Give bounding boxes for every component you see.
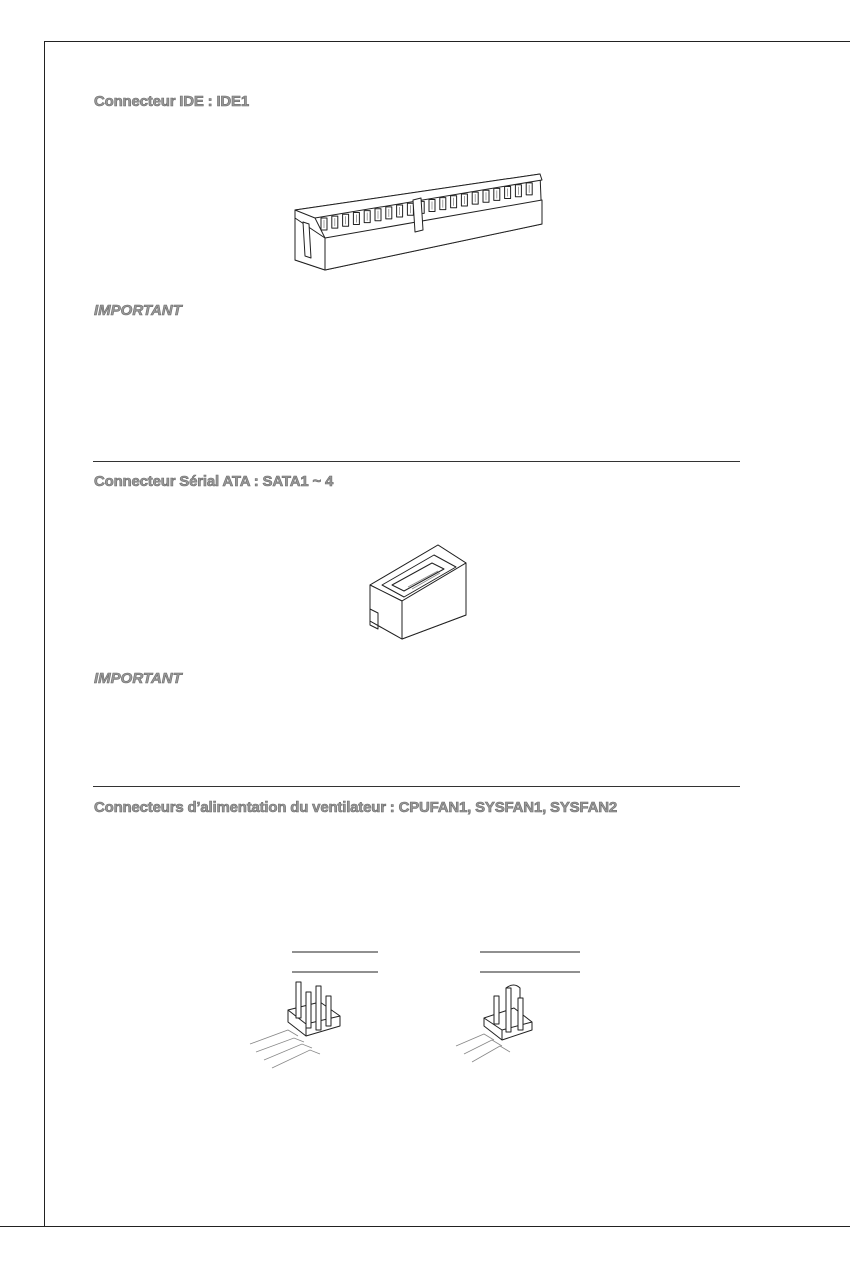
page-frame-left bbox=[44, 41, 45, 1227]
sata-important-label: IMPORTANT bbox=[94, 670, 182, 687]
sysfan-connector-illustration bbox=[450, 950, 585, 1070]
sata-section-title: Connecteur Sérial ATA : SATA1 ~ 4 bbox=[94, 473, 334, 490]
ide-important-label: IMPORTANT bbox=[94, 302, 182, 319]
cpufan-connector-illustration bbox=[240, 950, 380, 1075]
sata-connector-illustration bbox=[368, 543, 468, 641]
page-frame-top bbox=[44, 41, 850, 42]
section-divider bbox=[93, 461, 740, 462]
section-divider bbox=[93, 786, 740, 787]
page-frame-bottom bbox=[0, 1226, 850, 1227]
fan-section-title: Connecteurs d’alimentation du ventilateur : CPUFAN1, SYSFAN1, SYSFAN2 bbox=[94, 799, 617, 816]
ide-connector-illustration bbox=[285, 160, 550, 275]
ide-section-title: Connecteur IDE : IDE1 bbox=[94, 93, 249, 110]
